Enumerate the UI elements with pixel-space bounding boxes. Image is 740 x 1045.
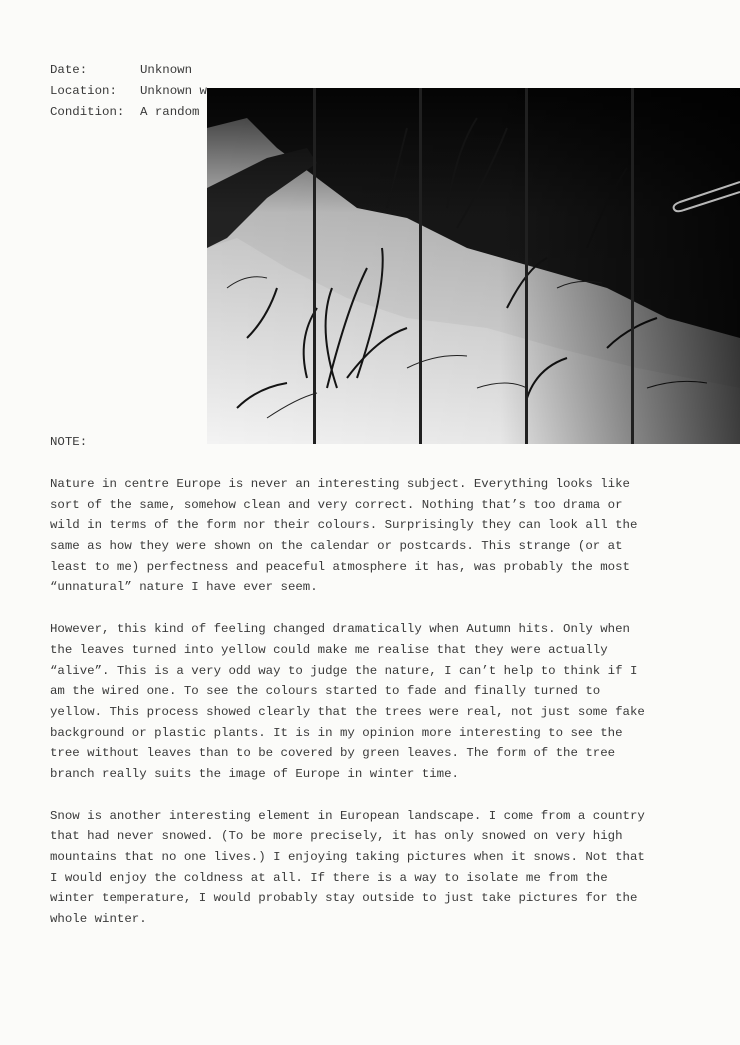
text-line: Nature in centre Europe is never an interesting subject. Everything looks like (50, 477, 630, 491)
note-paragraph (50, 806, 680, 930)
text-line: yellow. This process showed clearly that the trees were real, not just some fake (50, 704, 645, 719)
text-line: However, this kind of feeling changed dramatically when Autumn hits. Only when (50, 622, 630, 637)
text-line: “alive”. This is a very odd way to judge the nature, I can’t help to think if I (50, 663, 638, 678)
text-line: “unnatural” nature I have ever seem. (50, 580, 318, 595)
paperclip-icon (668, 178, 740, 214)
note-body (50, 474, 680, 951)
text-line: whole winter. (50, 912, 147, 927)
text-line: same as how they were shown on the calendar or postcards. This strange (or at (50, 539, 623, 554)
note-paragraph (50, 619, 680, 785)
text-line: Snow is another interesting element in European landscape. I come from a country (50, 808, 645, 823)
text-line: branch really suits the image of Europe in winter time. (50, 766, 459, 781)
text-line: the leaves turned into yellow could make me realise that they were actually (50, 642, 608, 657)
text-line: tree without leaves than to be covered by green leaves. The form of the tree (50, 746, 616, 761)
metadata-block (50, 60, 207, 123)
text-line: mountains that no one lives.) I enjoying taking pictures when it snows. Not that (50, 850, 645, 864)
date-row (50, 60, 207, 81)
location-row (50, 81, 207, 102)
text-line: least to me) perfectness and peaceful atmosphere it has, was probably the most (50, 559, 630, 574)
condition-label: Condition: (50, 105, 125, 119)
condition-row (50, 102, 207, 123)
location-value: Unknown w (140, 84, 207, 98)
text-line: sort of the same, somehow clean and very correct. Nothing that’s too drama or (50, 497, 623, 512)
note-paragraph (50, 474, 680, 598)
text-line: am the wired one. To see the colours started to fade and finally turned to (50, 684, 601, 699)
text-line: that had never snowed. (To be more precisely, it has only snowed on very high (50, 829, 623, 844)
text-line: background or plastic plants. It is in my opinion more interesting to see the (50, 725, 623, 740)
location-label: Location: (50, 84, 117, 98)
text-line: wild in terms of the form nor their colours. Surprisingly they can look all the (50, 518, 638, 533)
date-label: Date: (50, 63, 88, 77)
condition-value: A random (140, 105, 200, 119)
date-value: Unknown (140, 63, 193, 77)
snow-landscape-photo (207, 88, 740, 444)
note-label: NOTE: (50, 435, 88, 449)
text-line: I would enjoy the coldness at all. If there is a way to isolate me from the (50, 870, 608, 885)
text-line: winter temperature, I would probably stay outside to just take pictures for the (50, 891, 638, 906)
